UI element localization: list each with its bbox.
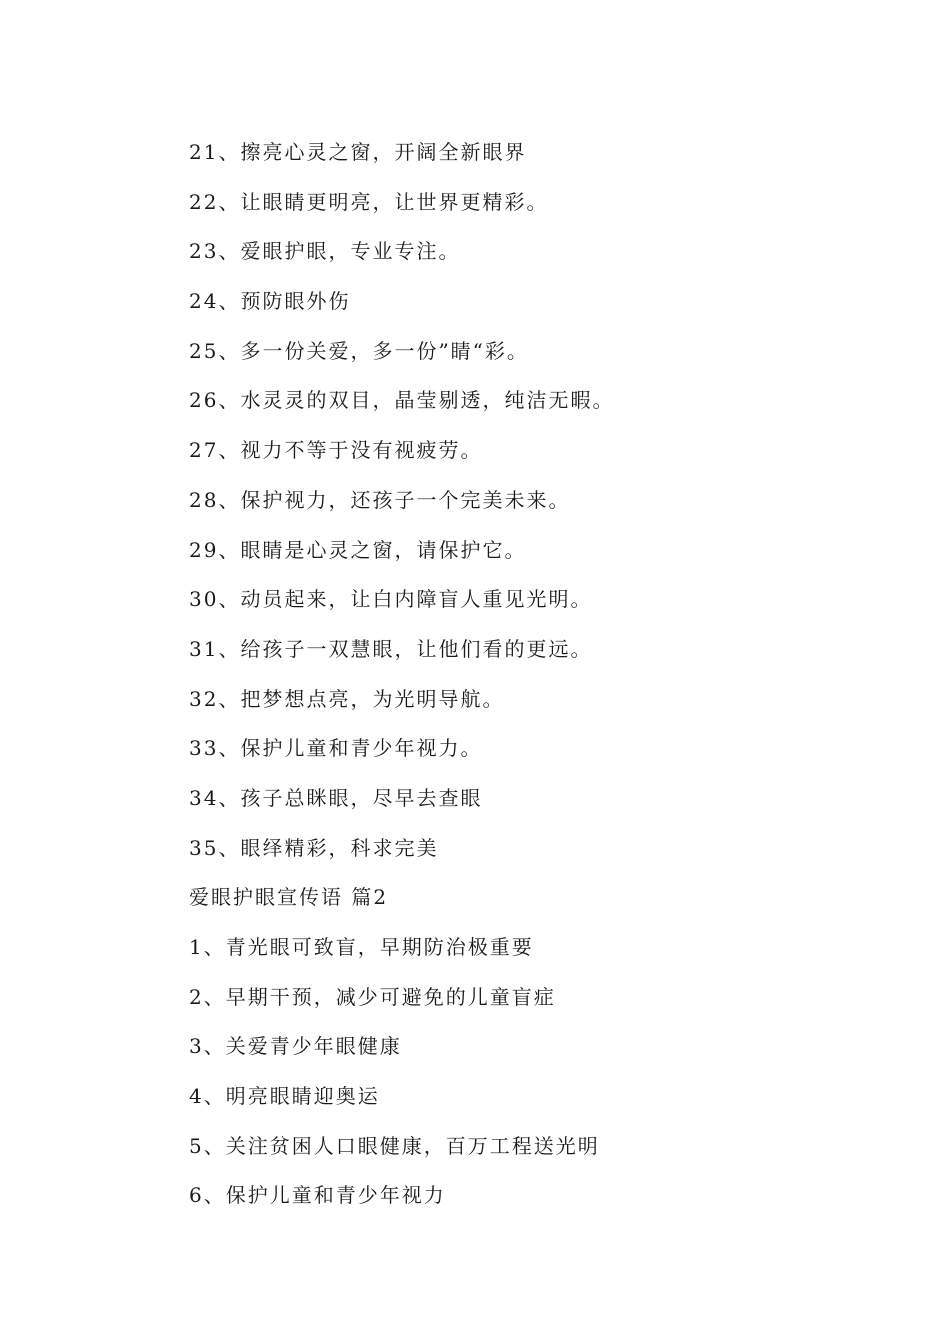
slogan-3: 3、关爱青少年眼健康 <box>189 1034 402 1059</box>
slogan-28: 28、保护视力，还孩子一个完美未来。 <box>189 487 571 512</box>
slogan-27: 27、视力不等于没有视疲劳。 <box>189 438 483 463</box>
slogan-2: 2、早期干预，减少可避免的儿童盲症 <box>189 984 556 1009</box>
slogan-24: 24、预防眼外伤 <box>189 289 351 314</box>
slogan-25: 25、多一份关爱，多一份”睛“彩。 <box>189 338 529 363</box>
slogan-32: 32、把梦想点亮，为光明导航。 <box>189 686 505 711</box>
slogan-26: 26、水灵灵的双目，晶莹剔透，纯洁无暇。 <box>189 388 615 413</box>
slogan-21: 21、擦亮心灵之窗，开阔全新眼界 <box>189 140 527 164</box>
slogan-6: 6、保护儿童和青少年视力 <box>189 1183 446 1208</box>
slogan-31: 31、给孩子一双慧眼，让他们看的更远。 <box>189 636 593 661</box>
slogan-23: 23、爱眼护眼，专业专注。 <box>189 239 461 264</box>
document-body <box>189 134 889 1227</box>
slogan-34: 34、孩子总眯眼，尽早去查眼 <box>189 785 483 810</box>
slogan-33: 33、保护儿童和青少年视力。 <box>189 736 483 761</box>
slogan-4: 4、明亮眼睛迎奥运 <box>189 1084 380 1109</box>
section-heading: 爱眼护眼宣传语 篇2 <box>189 885 389 910</box>
slogan-1: 1、青光眼可致盲，早期防治极重要 <box>189 935 534 959</box>
slogan-5: 5、关注贫困人口眼健康，百万工程送光明 <box>189 1133 600 1158</box>
slogan-30: 30、动员起来，让白内障盲人重见光明。 <box>189 587 593 612</box>
slogan-35: 35、眼绎精彩，科求完美 <box>189 835 439 860</box>
slogan-22: 22、让眼睛更明亮，让世界更精彩。 <box>189 189 549 214</box>
slogan-29: 29、眼睛是心灵之窗，请保护它。 <box>189 537 527 562</box>
